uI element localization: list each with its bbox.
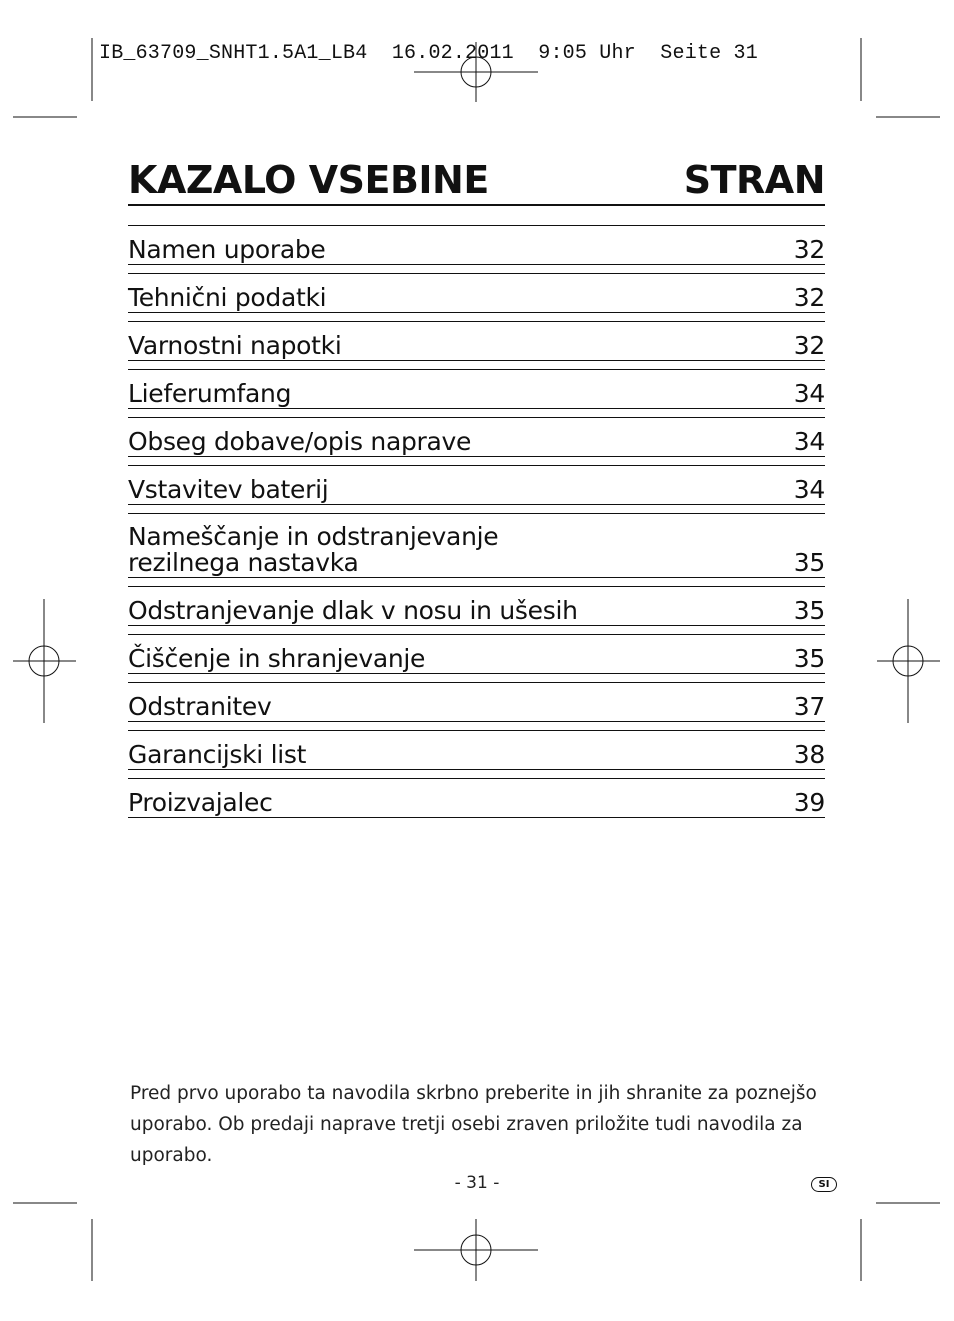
toc-entry[interactable] <box>128 778 825 818</box>
toc-entry[interactable] <box>128 682 825 722</box>
intro-paragraph: Pred prvo uporabo ta navodila skrbno preberite in jih shranite za poznejšo uporabo. Ob predaji naprave tretji osebi zraven priložite tudi navodila za uporabo. <box>130 1082 817 1166</box>
toc-entry-label: Odstranitev <box>128 692 272 721</box>
toc-entry-label: Garancijski list <box>128 740 307 769</box>
toc-entry-page: 32 <box>793 331 825 360</box>
toc-entry-label: Čiščenje in shranjevanje <box>128 644 426 673</box>
toc-title: KAZALO VSEBINE <box>128 158 489 202</box>
toc-entry[interactable] <box>128 417 825 457</box>
toc-entry-label: Varnostni napotki <box>128 331 342 360</box>
toc-entry-page: 35 <box>793 644 825 673</box>
toc-entry-label: Nameščanje in odstranjevanje rezilnega nastavka <box>128 522 499 577</box>
toc-entry[interactable] <box>128 465 825 505</box>
toc-entry[interactable] <box>128 730 825 770</box>
toc-entry-label: Vstavitev baterij <box>128 475 329 504</box>
toc-entry-page: 34 <box>793 475 825 504</box>
toc-entry-label: Lieferumfang <box>128 379 292 408</box>
toc-entry-page: 32 <box>793 283 825 312</box>
toc-entry-label: Obseg dobave/opis naprave <box>128 427 472 456</box>
toc-entry[interactable] <box>128 225 825 265</box>
toc-entry[interactable] <box>128 273 825 313</box>
toc-entry[interactable] <box>128 586 825 626</box>
title-divider <box>128 204 825 206</box>
toc-entry-label: Namen uporabe <box>128 235 326 264</box>
toc-entry-page: 38 <box>793 740 825 769</box>
toc-entry[interactable] <box>128 321 825 361</box>
toc-entry-page: 34 <box>793 427 825 456</box>
print-slug-header: IB_63709_SNHT1.5A1_LB4 16.02.2011 9:05 Uhr Seite 31 <box>99 42 758 65</box>
toc-entry-page: 37 <box>793 692 825 721</box>
toc-entry[interactable] <box>128 513 825 578</box>
toc-entry-page: 39 <box>793 788 825 817</box>
toc-entry[interactable] <box>128 634 825 674</box>
toc-entry-label: Proizvajalec <box>128 788 273 817</box>
toc-page-column-label: STRAN <box>683 158 825 202</box>
toc-list <box>128 225 825 826</box>
toc-heading-row <box>128 158 825 202</box>
page-number: - 31 - <box>454 1173 500 1193</box>
toc-entry-page: 34 <box>793 379 825 408</box>
toc-entry-page: 35 <box>793 548 825 577</box>
toc-entry-page: 35 <box>793 596 825 625</box>
toc-entry[interactable] <box>128 369 825 409</box>
language-badge: SI <box>811 1177 837 1192</box>
toc-entry-label: Odstranjevanje dlak v nosu in ušesih <box>128 596 578 625</box>
toc-entry-page: 32 <box>793 235 825 264</box>
toc-entry-label: Tehnični podatki <box>128 283 327 312</box>
